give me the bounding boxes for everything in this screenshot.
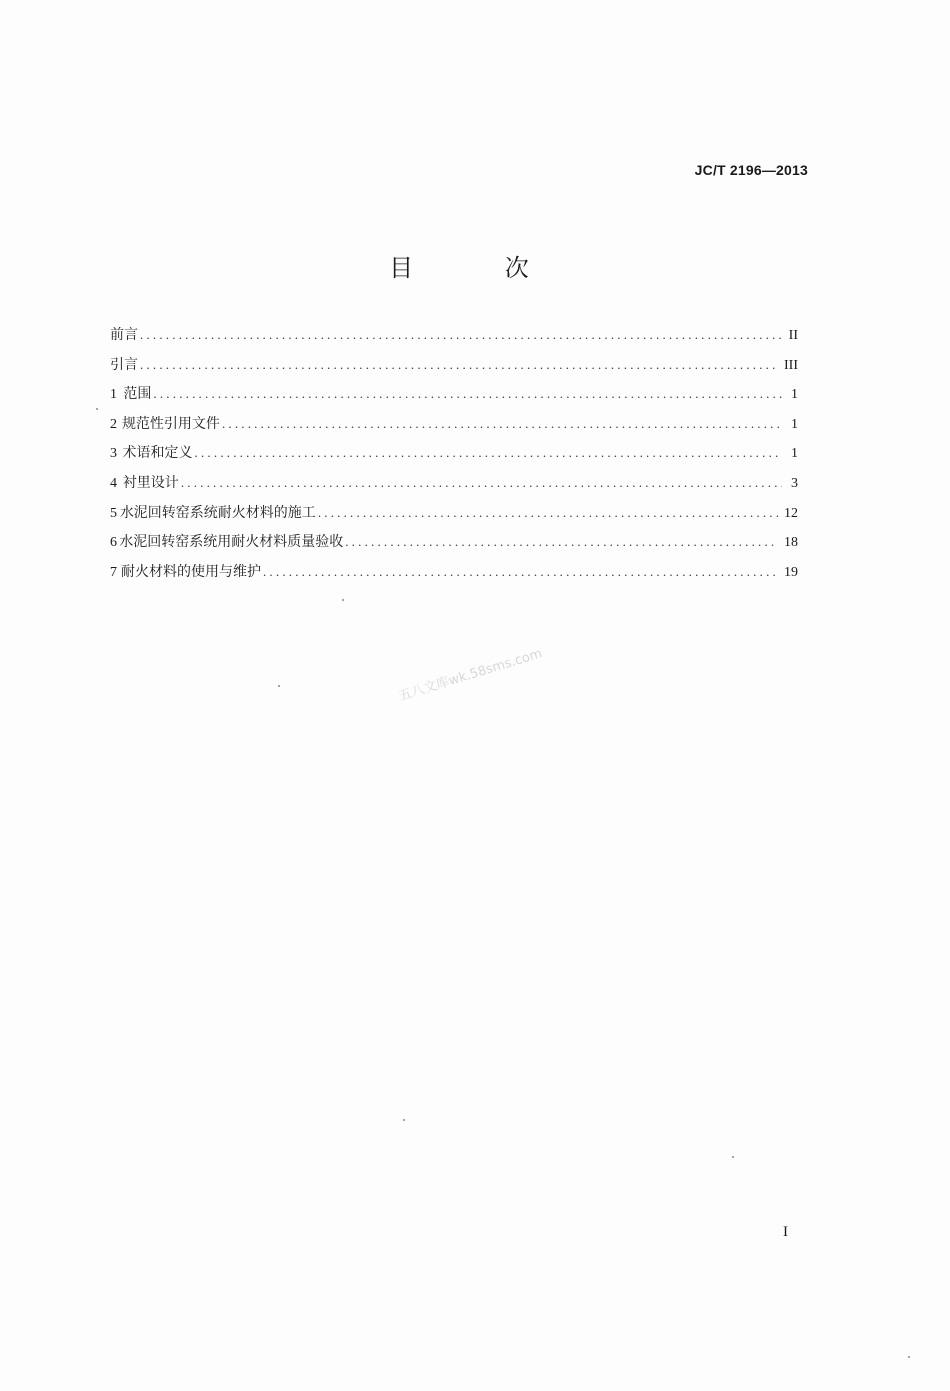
toc-entry-label: 衬里设计 [122, 474, 179, 491]
toc-entry-number: 4 [110, 475, 117, 491]
toc-entry-label: 术语和定义 [122, 445, 193, 462]
toc-entry-page: 1 [791, 387, 798, 403]
toc-entry-label: 耐火材料的使用与维护 [120, 563, 261, 580]
toc-entry-number: 3 [110, 446, 117, 462]
toc-leader-dots [263, 557, 778, 587]
toc-entry-label: 前言 [110, 327, 138, 343]
toc-leader-dots [140, 350, 778, 380]
toc-entry-label: 水泥回转窑系统用耐火材料质量验收 [119, 534, 344, 551]
toc-entry-number: 5 [110, 505, 117, 521]
toc-entry-scope[interactable] [110, 379, 798, 409]
scan-speck [908, 1356, 910, 1358]
toc-leader-dots [153, 379, 782, 409]
toc-entry-page: 1 [791, 446, 798, 462]
toc-entry-introduction[interactable] [110, 350, 798, 380]
toc-entry-page: II [788, 328, 798, 343]
scan-speck [96, 408, 98, 410]
toc-entry-foreword[interactable] [110, 320, 798, 350]
toc-entry-label: 规范性引用文件 [121, 415, 220, 432]
toc-leader-dots [222, 409, 782, 439]
toc-entry-page: 12 [784, 505, 798, 521]
toc-leader-dots [181, 468, 782, 498]
toc-entry-construction[interactable] [110, 498, 798, 528]
scan-speck [403, 1119, 405, 1121]
toc-entry-page: III [784, 357, 798, 373]
toc-leader-dots [318, 498, 778, 528]
toc-entry-page: 1 [791, 416, 798, 432]
toc-leader-dots [140, 320, 782, 350]
toc-entry-number: 6 [110, 535, 117, 551]
toc-entry-page: 18 [784, 535, 798, 551]
toc-leader-dots [195, 438, 782, 468]
toc-entry-quality-acceptance[interactable] [110, 527, 798, 557]
toc-entry-number: 2 [110, 416, 117, 432]
toc-leader-dots [345, 527, 778, 557]
toc-entry-number: 1 [110, 387, 117, 403]
toc-entry-label: 水泥回转窑系统耐火材料的施工 [119, 504, 316, 521]
toc-entry-terms-definitions[interactable] [110, 438, 798, 468]
toc-entry-page: 3 [791, 475, 798, 491]
scan-speck [278, 685, 280, 687]
toc-entry-use-maintenance[interactable] [110, 557, 798, 587]
toc-entry-label: 引言 [110, 356, 138, 373]
scan-speck [732, 1156, 734, 1158]
standard-code: JC/T 2196—2013 [694, 162, 808, 178]
watermark: 五八文库wk.58sms.com [397, 646, 544, 705]
scan-speck [342, 599, 344, 601]
toc-entry-label: 范围 [123, 386, 152, 403]
toc-entry-number: 7 [110, 564, 117, 580]
table-of-contents [110, 320, 798, 586]
toc-entry-page: 19 [784, 564, 798, 580]
toc-entry-lining-design[interactable] [110, 468, 798, 498]
page-number: I [783, 1224, 788, 1240]
toc-title: 目 次 [389, 254, 571, 282]
toc-entry-normative-references[interactable] [110, 409, 798, 439]
